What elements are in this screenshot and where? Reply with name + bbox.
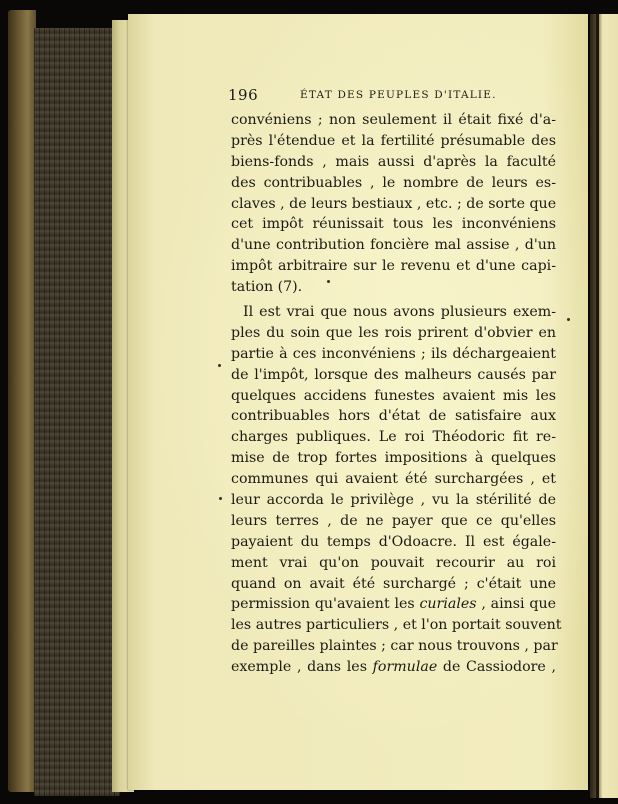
ink-spot [219, 497, 222, 500]
text-line: impôt arbitraire sur le revenu et d'une capi- [231, 258, 556, 275]
text-line: claves , de leurs bestiaux , etc. ; de sorte que [231, 195, 557, 212]
page-number: 196 [228, 86, 259, 104]
text-line: partie à ces inconvéniens ; ils déchargeaient [231, 345, 556, 362]
page-stack-edge [34, 28, 120, 796]
text-line: près l'étendue et la fertilité présumable des [231, 132, 556, 149]
text-line: les autres particuliers , et l'on portait souvent [231, 617, 562, 634]
facing-page-edge [590, 14, 618, 798]
text-line: de pareilles plaintes ; car nous trouvons , par [231, 638, 558, 655]
text-line: communes qui avaient été surchargées , et [231, 471, 556, 488]
text-line: leur accorda le privilège , vu la stérilité de [231, 492, 556, 509]
text-line: quelques accidens funestes avaient mis les [231, 387, 556, 404]
text-line: convéniens ; non seulement il était fixé d'a- [231, 112, 556, 128]
text-line: leurs terres , de ne payer que ce qu'elles [231, 512, 556, 529]
text-line: exemple , dans les formulae de Cassiodore , [231, 659, 556, 676]
ink-spot [567, 318, 570, 321]
text-line: permission qu'avaient les curiales , ainsi que [231, 596, 556, 613]
text-line: mise de trop fortes impositions à quelques [231, 450, 556, 467]
text-line: des contribuables , le nombre de leurs es- [231, 174, 556, 191]
text-line: biens-fonds , mais aussi d'après la faculté [231, 153, 556, 170]
book-cover-edge [8, 10, 36, 792]
body-text [231, 110, 562, 678]
text-line: ples du soin que les rois prirent d'obvier en [231, 324, 556, 341]
text-line: ment vrai qu'on pouvait recourir au roi [231, 554, 556, 571]
text-line: de l'impôt, lorsque des malheurs causés par [231, 366, 556, 383]
text-line: d'une contribution foncière mal assise , d'un [231, 237, 556, 254]
text-line: Il est vrai que nous avons plusieurs exem- [243, 304, 556, 321]
text-line: quand on avait été surchargé ; c'était une [231, 575, 556, 592]
text-line: payaient du temps d'Odoacre. Il est égale- [231, 533, 556, 550]
text-line: tation (7). [231, 279, 303, 296]
ink-spot [327, 280, 330, 283]
text-line: cet impôt réunissait tous les inconvéniens [231, 216, 556, 233]
text-line: contribuables hors d'état de satisfaire aux [231, 408, 556, 425]
italic-term-formulae: formulae [372, 659, 438, 676]
italic-term-curiales: curiales [419, 596, 477, 613]
ink-spot [218, 364, 221, 367]
running-head: ÉTAT DES PEUPLES D'ITALIE. [300, 89, 497, 101]
text-line: charges publiques. Le roi Théodoric fit re- [231, 429, 556, 446]
